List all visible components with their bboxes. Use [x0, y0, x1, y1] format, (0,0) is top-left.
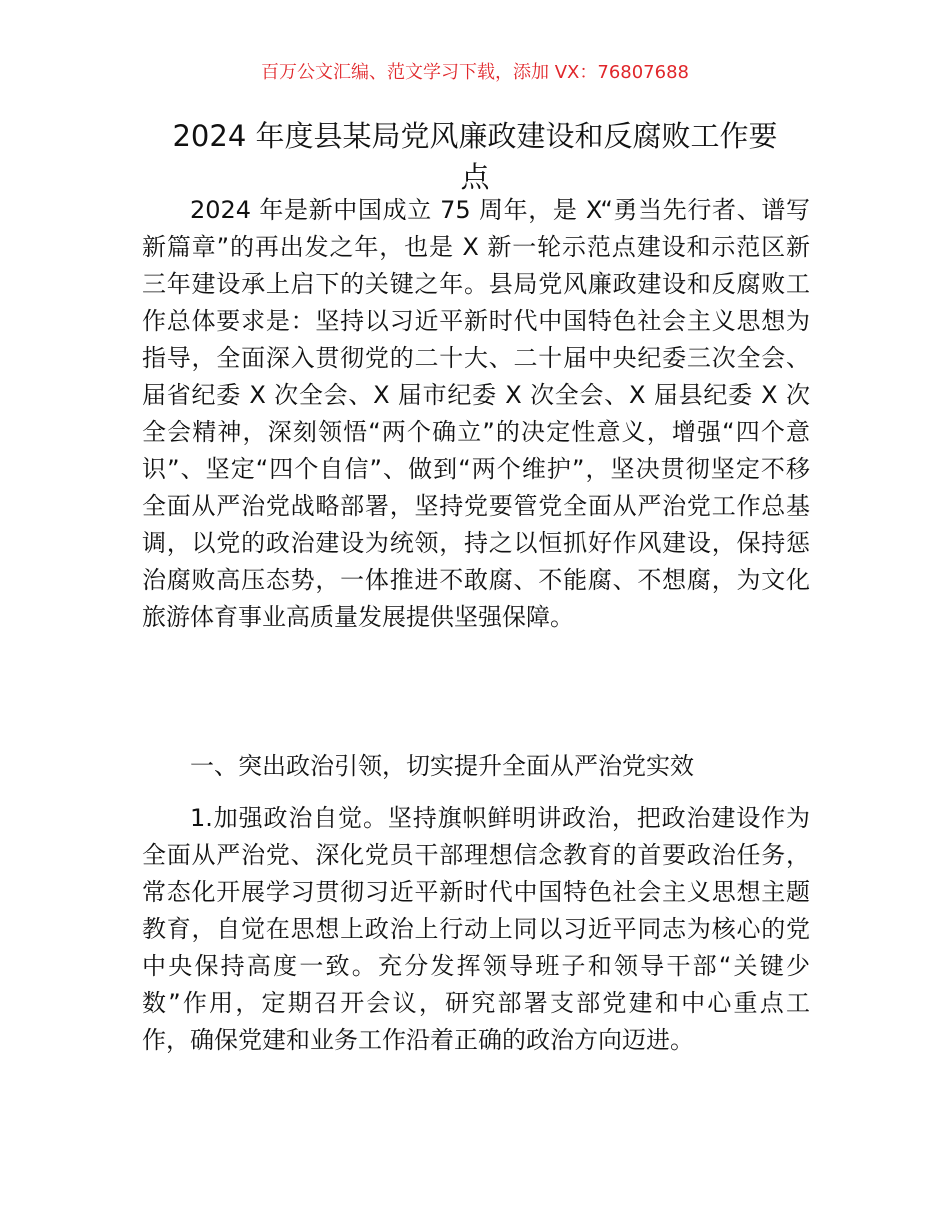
- text-line: 2024 年是新中国成立 75 周年，是 X“勇当先行者、谱写: [190, 196, 810, 224]
- document-title: [130, 116, 820, 198]
- title-line: 点: [460, 160, 490, 194]
- text-line: 全面从严治党战略部署，坚持党要管党全面从严治党工作总基: [142, 492, 810, 520]
- text-line: 治腐败高压态势，一体推进不敢腐、不能腐、不想腐，为文化: [142, 566, 810, 594]
- text-line: 三年建设承上启下的关键之年。县局党风廉政建设和反腐败工: [142, 270, 810, 298]
- text-line: 中央保持高度一致。充分发挥领导班子和领导干部“关键少: [142, 952, 810, 980]
- text-line: 全面从严治党、深化党员干部理想信念教育的首要政治任务，: [142, 841, 810, 869]
- text-line: 作，确保党建和业务工作沿着正确的政治方向迈进。: [142, 1026, 694, 1054]
- text-line: 旅游体育事业高质量发展提供坚强保障。: [142, 603, 574, 631]
- text-line: 一、突出政治引领，切实提升全面从严治党实效: [190, 752, 694, 780]
- text-line: 届省纪委 X 次全会、X 届市纪委 X 次全会、X 届县纪委 X 次: [142, 381, 810, 409]
- text-line: 识”、坚定“四个自信”、做到“两个维护”，坚决贯彻坚定不移: [142, 455, 810, 483]
- watermark-banner: 百万公文汇编、范文学习下载，添加 VX：76807688: [261, 62, 689, 83]
- item-paragraph: [142, 800, 810, 1059]
- section-heading: [142, 748, 810, 785]
- text-line: 教育，自觉在思想上政治上行动上同以习近平同志为核心的党: [142, 915, 810, 943]
- intro-paragraph: [142, 192, 810, 636]
- text-line: 全会精神，深刻领悟“两个确立”的决定性意义，增强“四个意: [142, 418, 810, 446]
- text-line: 常态化开展学习贯彻习近平新时代中国特色社会主义思想主题: [142, 878, 810, 906]
- text-line: 1.加强政治自觉。坚持旗帜鲜明讲政治，把政治建设作为: [190, 804, 810, 832]
- text-line: 新篇章”的再出发之年，也是 X 新一轮示范点建设和示范区新: [142, 233, 810, 261]
- text-line: 指导，全面深入贯彻党的二十大、二十届中央纪委三次全会、: [142, 344, 810, 372]
- text-line: 数”作用，定期召开会议，研究部署支部党建和中心重点工: [142, 989, 810, 1017]
- title-line: 2024 年度县某局党风廉政建设和反腐败工作要: [172, 119, 778, 153]
- text-line: 调，以党的政治建设为统领，持之以恒抓好作风建设，保持惩: [142, 529, 810, 557]
- text-line: 作总体要求是：坚持以习近平新时代中国特色社会主义思想为: [142, 307, 810, 335]
